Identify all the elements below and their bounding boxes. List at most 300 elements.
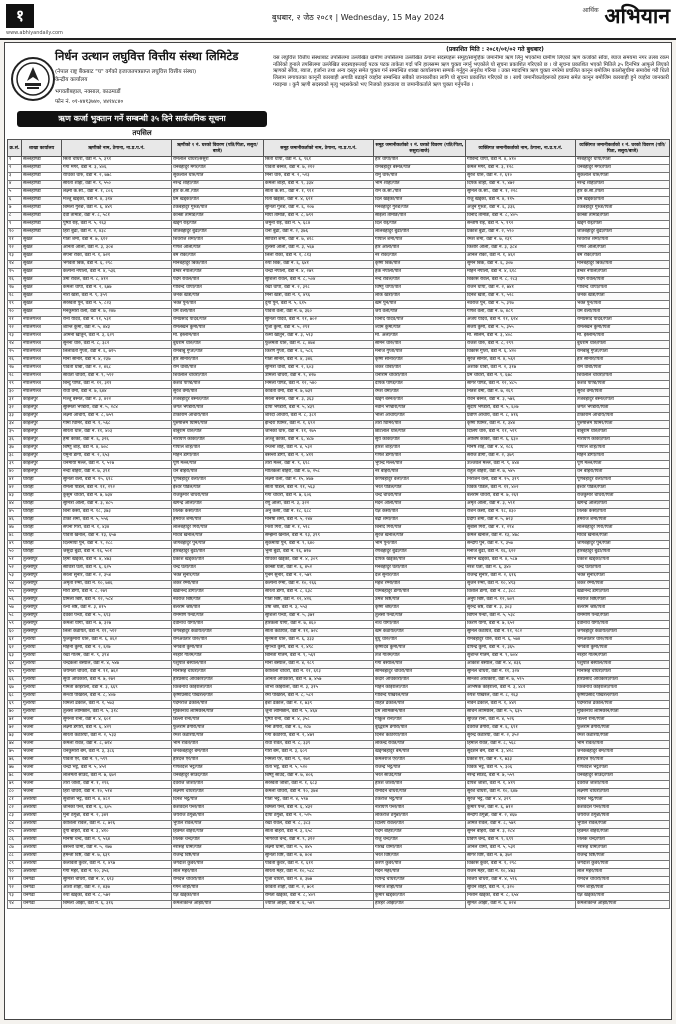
table-cell: माधव खनाल/पति	[172, 533, 264, 541]
table-cell: कमल मगर, वडा नं. ३, १२८	[466, 165, 576, 173]
newspaper-logo-name: अभियान	[604, 3, 670, 28]
table-cell: गोपाल शाह/पति	[172, 445, 264, 453]
table-cell: पार्वती बस्नेत, वडा नं. ७, २१२	[264, 165, 374, 173]
table-cell: शिवराज शर्मा/पति	[172, 237, 264, 245]
table-cell: सीता कठायत, वडा नं. ११, ७२८	[264, 629, 374, 637]
table-cell: सुरेश थारु, वडा नं. २, ६१०	[466, 173, 576, 181]
table-cell: बिन्दु पाण्डे, वडा नं. १२, ३११	[62, 381, 172, 389]
table-cell: कमलराज ऐर/पति	[374, 757, 466, 765]
table-cell: टीकाराम आचार्य/पिता	[576, 413, 670, 421]
table-cell: अमिना खातुन, वडा नं. ३, ६२९	[62, 333, 172, 341]
table-cell: गुलरिया	[22, 693, 62, 701]
table-row	[8, 893, 670, 901]
table-cell: हिक्मत बोहरा/पिता	[576, 829, 670, 837]
table-cell: तेजबहादुर बस्नेत/पति	[172, 397, 264, 405]
table-row	[8, 205, 670, 213]
table-cell: हेमराज शर्मा/पिता	[576, 517, 670, 525]
table-cell: गीता बिष्ट, वडा नं. १२, ४२६	[264, 597, 374, 605]
column-header: समूह जमानीकर्ताको नाम, ठेगाना, ना.प्र.प.नं.	[264, 140, 374, 157]
table-cell: तेज गौतम/पति	[374, 653, 466, 661]
table-cell: सल्लेहाण्डी	[22, 205, 62, 213]
table-cell: २३	[8, 333, 22, 341]
table-cell: भजनी	[22, 773, 62, 781]
table-cell: नर रोका/पति	[374, 253, 466, 261]
table-cell: तुलसीपुर	[22, 557, 62, 565]
table-cell: बाबुराम थारु/पिता	[576, 429, 670, 437]
table-cell: खगेन्द्र ओली/पति	[172, 501, 264, 509]
table-cell: कोहलपुर	[22, 453, 62, 461]
table-cell: नवराज बिष्ट/पिता	[576, 597, 670, 605]
table-cell: तुलसी पन्थी/पति	[374, 613, 466, 621]
table-cell: कमला चौधरी, वडा नं. १०, ३७४	[264, 789, 374, 797]
table-cell: दीपेन्द्र कुर्मी, वडा नं. २, ३६५	[466, 645, 576, 653]
table-row	[8, 629, 670, 637]
table-cell: कल्पना रेग्मी, वडा नं. १०, २६६	[264, 581, 374, 589]
table-cell: पूर्णबहादुर वली/पति	[172, 477, 264, 485]
table-cell: सचिन लामिछाने, वडा नं. ५, ६३५	[466, 709, 576, 717]
table-cell: अत्तरिया	[22, 829, 62, 837]
table-cell: कृष्णप्रसाद पोखरेल/पिता	[576, 693, 670, 701]
table-row	[8, 597, 670, 605]
table-cell: मनिषा चन्द, वडा नं. ९, ५६४	[62, 837, 172, 845]
table-cell: भरत साउद/पति	[374, 773, 466, 781]
table-cell: नेपालगञ्ज	[22, 325, 62, 333]
table-cell: भजनी	[22, 781, 62, 789]
table-cell: प्रविण चन्द, वडा नं. ९, ६९९	[466, 837, 576, 845]
table-cell: विशाल डाँगी, वडा नं. ८, ३८८	[466, 589, 576, 597]
table-row	[8, 669, 670, 677]
table-cell: गीता शर्मा, वडा नं. ७, ६१२	[62, 237, 172, 245]
table-cell: प्रेम खड्का/पिता	[576, 197, 670, 205]
table-cell: कान्छा तामाङ/पति	[172, 213, 264, 221]
table-cell: डम्बर नेपाली/पति	[172, 269, 264, 277]
table-cell: १२	[8, 245, 22, 253]
table-cell: सल्लेहाण्डी	[22, 181, 62, 189]
table-cell: हरिश जोशी/पति	[374, 781, 466, 789]
table-cell: ७८	[8, 773, 22, 781]
table-cell: विश्वनाथ कोइराला/पिता	[576, 685, 670, 693]
table-cell: ७०	[8, 709, 22, 717]
table-cell: राजेन्द्र विष्ट/पिता	[576, 853, 670, 861]
table-cell: हेमन्ती विष्ट, वडा नं. ७, ६३९	[62, 853, 172, 861]
table-cell: भजनी	[22, 741, 62, 749]
table-cell: ७९	[8, 781, 22, 789]
table-cell: भक्त पुन/पिता	[576, 301, 670, 309]
table-cell: निशा गिरी, वडा नं. १, ५१८	[264, 525, 374, 533]
table-cell: प्रदीप शर्मा, वडा नं. ५, ७२३	[466, 517, 576, 525]
table-cell: नरहरि गौतम/पति	[172, 653, 264, 661]
table-cell: देवीनाथ योगी/पति	[172, 621, 264, 629]
table-cell: धना बुढा, वडा नं. २, ३७६	[264, 229, 374, 237]
table-cell: निर्मला पाण्डे, वडा नं. १२, ५४०	[264, 381, 374, 389]
table-cell: मनोज शाही/पति	[374, 885, 466, 893]
table-cell: किशोर ओली, वडा नं. ३, ३८४	[466, 245, 576, 253]
table-cell: सरिता कठरिया, वडा नं. २, ५३३	[62, 733, 172, 741]
table-cell: नारायण कार्की/पिता	[576, 437, 670, 445]
table-cell: १६	[8, 277, 22, 285]
table-cell: गंगा मगर, वडा नं. ३, ४०६	[62, 165, 172, 173]
table-cell: कलावती कुँवर, वडा नं. १, ४९७	[62, 861, 172, 869]
table-cell: कृष्णप्रसाद पोखरेल/पति	[172, 693, 264, 701]
table-cell: सम्झना खनाल, वडा नं. १३, ३९९	[264, 533, 374, 541]
table-cell: रमेश कठरिया/पति	[172, 733, 264, 741]
table-row	[8, 213, 670, 221]
table-cell: रणबहादुर बुढा/पति	[374, 549, 466, 557]
table-cell: कर्णबहादुर वली/पति	[374, 477, 466, 485]
table-cell: गोविन्द पोखरेल/पति	[374, 693, 466, 701]
table-cell: अशोक धोबी, वडा नं. २, ३१७	[466, 365, 576, 373]
table-cell: सुकलाल थारु/पिता	[576, 173, 670, 181]
table-cell: आकाश बस्याल, वडा नं. ४, ४३६	[466, 661, 576, 669]
table-cell: ४६	[8, 517, 22, 525]
table-cell: ८०	[8, 789, 22, 797]
table-cell: लोकेन्द्र रावत/पति	[374, 741, 466, 749]
table-row	[8, 765, 670, 773]
table-cell: निर्मला ऐर, वडा नं. ९, २७१	[264, 757, 374, 765]
organization-logo-icon	[11, 57, 55, 101]
table-cell: दीपक खड्का/पति	[374, 557, 466, 565]
table-cell: टेकराज भट्ट/पति	[374, 797, 466, 805]
table-cell: दिल खड्का/पति	[374, 197, 466, 205]
table-cell: सीता पौडेल, वडा नं. ११, ५६३	[264, 485, 374, 493]
table-row	[8, 157, 670, 165]
table-row	[8, 437, 670, 445]
table-cell: मनोज बुढा, वडा नं. १६, ६२२	[466, 549, 576, 557]
table-cell: ५५	[8, 589, 22, 597]
table-cell: हरिबहादुर बुढा/पिता	[576, 549, 670, 557]
table-cell: पार्वती धोबी, वडा नं. २, ४६८	[62, 365, 172, 373]
table-cell: चन्द्र घर्ती/पति	[172, 565, 264, 573]
table-row	[8, 429, 670, 437]
table-cell: हर्क नेपाली/पति	[374, 269, 466, 277]
table-cell: गुलरिया	[22, 645, 62, 653]
table-cell: सल्लेहाण्डी	[22, 221, 62, 229]
table-cell: बम रोका/पति	[172, 253, 264, 261]
table-cell: २६	[8, 357, 22, 365]
table-cell: ८४	[8, 821, 22, 829]
table-row	[8, 445, 670, 453]
table-row	[8, 685, 670, 693]
table-row	[8, 285, 670, 293]
table-cell: सन्जिव अधिकारी, वडा नं. ७, ५९५	[466, 677, 576, 685]
table-cell: राजन थापा, वडा नं. २, ७४१	[466, 285, 576, 293]
table-cell: धनबहादुर साउद/पिता	[576, 773, 670, 781]
table-row	[8, 253, 670, 261]
table-cell: मनकुमारी वली, वडा नं. ७, २४७	[62, 309, 172, 317]
table-cell: तुलसीपुर	[22, 621, 62, 629]
table-cell: प्रकाश बुढा, वडा नं. २, ५९०	[466, 229, 576, 237]
table-row	[8, 501, 670, 509]
table-cell: लक्ष्मी डगौरा, वडा नं. ६, ४२९	[62, 725, 172, 733]
table-cell: गोविन्द थापा/पिता	[576, 285, 670, 293]
table-cell: सल्लेहाण्डी	[22, 173, 62, 181]
table-cell: सिता चौधरी, वडा नं. ५, ३९१	[62, 157, 172, 165]
table-cell: सुर्खेत	[22, 237, 62, 245]
public-notice	[4, 42, 672, 1020]
table-cell: सपना गिरी, वडा नं. १, ४३४	[62, 525, 172, 533]
table-body	[8, 157, 670, 909]
table-row	[8, 333, 670, 341]
table-cell: ४२	[8, 485, 22, 493]
table-cell: ६३	[8, 653, 22, 661]
table-cell: ७२	[8, 725, 22, 733]
table-cell: ५४	[8, 581, 22, 589]
table-cell: रमिला पौडेल, वडा नं. ११, २९२	[62, 485, 172, 493]
table-cell: सुनिल के.सी., वडा नं. १, २२८	[466, 189, 576, 197]
table-cell: तुलसीपुर	[22, 605, 62, 613]
table-cell: २	[8, 165, 22, 173]
table-cell: गुलरिया	[22, 701, 62, 709]
table-cell: दिल राई/पति	[374, 221, 466, 229]
table-cell: खेम पुन/पति	[374, 301, 466, 309]
table-cell: गोविन्द थापा, वडा नं. ४, ४१०	[466, 157, 576, 165]
table-cell: तिलक केसी/पति	[172, 509, 264, 517]
table-cell: सुमन बोहरा, वडा नं. ३, २८४	[466, 829, 576, 837]
table-cell: ६४	[8, 661, 22, 669]
table-cell: ५१	[8, 557, 22, 565]
table-cell: तेजबहादुर बस्नेत/पिता	[576, 397, 670, 405]
table-cell: लक्ष्मी धामी, वडा नं. ५, ४४५	[264, 845, 374, 853]
table-cell: रविन बस्नेत, वडा नं. ३, ५७६	[466, 397, 576, 405]
table-cell: जगदीश कुँवर/पिता	[576, 861, 670, 869]
defaulter-table	[7, 139, 670, 909]
table-cell: संजय कुर्मी, वडा नं. ५, ३५५	[466, 325, 576, 333]
table-cell: अमृता रेग्मी, वडा नं. १०, ७४६	[62, 581, 172, 589]
table-cell: मञ्जु बस्नेत, वडा नं. ३, ४२२	[62, 397, 172, 405]
table-cell: अत्तरिया	[22, 805, 62, 813]
table-row	[8, 277, 670, 285]
table-cell: धनगढी	[22, 901, 62, 909]
table-cell: नरेन्द्र शाही/पति	[172, 181, 264, 189]
table-cell: ३	[8, 173, 22, 181]
table-cell: खड्गबहादुर बम/पति	[374, 749, 466, 757]
table-cell: नेपालगञ्ज	[22, 341, 62, 349]
table-cell: ८९	[8, 861, 22, 869]
table-cell: गोपाल शाह/पिता	[576, 445, 670, 453]
table-cell: रामलखन कुर्मी/पिता	[576, 325, 670, 333]
table-cell: सुरेन्द्र कठरिया, वडा नं. २, ३५२	[466, 733, 576, 741]
table-row	[8, 589, 670, 597]
table-cell: श्याम कुर्मी/पति	[374, 325, 466, 333]
table-cell: कृष्ण बिक/पति	[374, 261, 466, 269]
table-cell: ९	[8, 221, 22, 229]
table-cell: सरिता शाही, वडा नं. ९, ५५०	[62, 181, 172, 189]
table-cell: अत्तरिया	[22, 869, 62, 877]
table-cell: हिमाल रावत, वडा नं. ८, ५६८	[466, 741, 576, 749]
table-cell: ३३	[8, 413, 22, 421]
table-cell: नवीन भण्डारी/पति	[374, 405, 466, 413]
table-cell: धन बोहरा/पिता	[576, 469, 670, 477]
table-cell: तुलसीपुर	[22, 589, 62, 597]
table-cell: १४	[8, 261, 22, 269]
table-cell: विवेक पौडेल, वडा नं. ११, ४०२	[466, 485, 576, 493]
table-cell: सुविन शाही, वडा नं. २, ३२०	[466, 885, 576, 893]
table-cell: भरत पौडेल/पति	[374, 485, 466, 493]
table-cell: धनगढी	[22, 893, 62, 901]
table-row	[8, 301, 670, 309]
table-cell: ईश्वर पौडेल/पिता	[576, 485, 670, 493]
table-cell: टेकबहादुर गुरुङ/पिता	[576, 205, 670, 213]
table-cell: ७	[8, 205, 22, 213]
table-cell: उर्मिला चौधरी, वडा नं. ९, ४२७	[264, 373, 374, 381]
table-cell: सविता चौधरी, वडा नं. ९, ५९२	[62, 373, 172, 381]
table-cell: सुशीला भट्ट, वडा नं. ४, ४८२	[62, 797, 172, 805]
table-cell: सुबास गिरी, वडा नं. १, २९४	[466, 525, 576, 533]
table-cell: तिलक चन्द/पिता	[576, 837, 670, 845]
table-cell: बुधराम थारु/पिता	[576, 341, 670, 349]
table-cell: मानसिंह चौधरी/पिता	[576, 669, 670, 677]
table-row	[8, 341, 670, 349]
table-cell: कोहलपुर	[22, 397, 62, 405]
organization-phone: फोन नं. ०१-४४१३७४०, ४४१४८४०	[55, 99, 124, 105]
table-cell: शिवराज शर्मा/पिता	[576, 237, 670, 245]
table-cell: सरला बस्नेत, वडा नं. ३, ३६३	[264, 397, 374, 405]
table-cell: नेपालगञ्ज	[22, 365, 62, 373]
table-cell: बलराम चौधरी, वडा नं. ७, २६१	[466, 493, 576, 501]
table-cell: राधा रावत, वडा नं. ८, ३३९	[264, 741, 374, 749]
table-cell: भगवती कुर्मी/पिता	[576, 645, 670, 653]
table-cell: मीना बस्याल, वडा नं. ४, २८९	[264, 661, 374, 669]
table-cell: नेपालगञ्ज	[22, 357, 62, 365]
table-row	[8, 645, 670, 653]
table-cell: हेमा कार्की, वडा नं. ६, ३२६	[62, 437, 172, 445]
table-cell: पुरुषोत्तम घिमिरे/पिता	[576, 421, 670, 429]
table-cell: भुपेन्द्र मल्ल/पति	[374, 461, 466, 469]
table-cell: हिक्मत बोहरा/पति	[172, 829, 264, 837]
table-cell: लालमती साउद, वडा नं. ७, ६७२	[62, 773, 172, 781]
table-cell: नवराज पुन, वडा नं. ५, ३९७	[466, 301, 576, 309]
table-cell: रेखा थापा, वडा नं. २, ३२८	[264, 285, 374, 293]
table-row	[8, 309, 670, 317]
table-cell: रोहित ढकाल/पति	[374, 701, 466, 709]
table-cell: गोपाल शर्मा/पति	[374, 237, 466, 245]
table-cell: मैना डगौरा, वडा नं. ६, २८७	[264, 725, 374, 733]
table-row	[8, 453, 670, 461]
table-cell: ९१	[8, 877, 22, 885]
table-row	[8, 261, 670, 269]
table-cell: चन्द्रकला बस्याल, वडा नं. ४, ५४७	[62, 661, 172, 669]
table-cell: २९	[8, 381, 22, 389]
table-cell: दुर्गा बोहरा, वडा नं. ३, ४१०	[62, 829, 172, 837]
table-row	[8, 653, 670, 661]
table-cell: लक्ष्मण चौधरी/पति	[172, 789, 264, 797]
table-cell: विष्णु थापा/पति	[374, 285, 466, 293]
table-cell: कुसुम चौधरी, वडा नं. ७, ७३४	[62, 493, 172, 501]
table-row	[8, 693, 670, 701]
table-cell: लोकराज ठगुन्ना/पति	[374, 813, 466, 821]
table-cell: मो. सलिम, वडा नं. ३, ४०८	[466, 333, 576, 341]
table-cell: जोगबहादुर पुन/पति	[172, 541, 264, 549]
table-cell: सुकमाया पुन, वडा नं. ९, ६४०	[264, 541, 374, 549]
table-cell: ३६	[8, 437, 22, 445]
table-cell: शिवलाल चौधरी/पिता	[576, 373, 670, 381]
table-cell: सुकलाल थारु/पति	[172, 173, 264, 181]
table-cell: रामअवतार थारु/पिता	[576, 637, 670, 645]
table-cell: पवित्रा खनाल, वडा नं. १३, ६५७	[62, 533, 172, 541]
table-cell: ३७	[8, 445, 22, 453]
table-cell: भजनी	[22, 725, 62, 733]
table-cell: हरि के.सी./पिता	[576, 189, 670, 197]
table-cell: करण कुँवर/पति	[374, 861, 466, 869]
table-cell: शंकर रेग्मी/पिता	[576, 581, 670, 589]
table-cell: जोगबहादुर पुन/पिता	[576, 541, 670, 549]
table-cell: सुमन्त्रा राना, वडा नं. ४, ६०१	[62, 717, 172, 725]
table-row	[8, 405, 670, 413]
table-cell: अमृत ओली, वडा नं. ३, ५९१	[466, 501, 576, 509]
table-cell: अत्तरिया	[22, 813, 62, 821]
table-cell: बिष्णु शाह, वडा नं. ४, ७०८	[62, 445, 172, 453]
table-cell: जनक खत्री/पिता	[576, 293, 670, 301]
table-row	[8, 165, 670, 173]
table-cell: ४१	[8, 477, 22, 485]
table-cell: दिलिप थारु, वडा नं. ११, ५१९	[466, 429, 576, 437]
table-row	[8, 621, 670, 629]
table-cell: गुलरिया	[22, 669, 62, 677]
table-cell: घोराही	[22, 509, 62, 517]
table-cell: ४	[8, 181, 22, 189]
table-cell: मानबहादुर बिक/पिता	[576, 261, 670, 269]
table-cell: अत्तरिया	[22, 845, 62, 853]
table-cell: नेपालगञ्ज	[22, 349, 62, 357]
table-row	[8, 573, 670, 581]
table-cell: सपना रोका, वडा नं. १, ७२१	[62, 253, 172, 261]
table-cell: १३	[8, 253, 22, 261]
table-cell: बिकास रावल, वडा नं. ८, २८३	[466, 277, 576, 285]
table-cell: अत्तरिया	[22, 821, 62, 829]
table-cell: १९	[8, 301, 22, 309]
table-cell: भक्त पुन/पति	[172, 301, 264, 309]
table-row	[8, 605, 670, 613]
table-cell: निशान खड्का, वडा नं. ८, ६५४	[466, 893, 576, 901]
table-cell: ६५	[8, 669, 22, 677]
table-cell: रामु थारु/पति	[374, 173, 466, 181]
table-cell: कोहलपुर	[22, 421, 62, 429]
table-cell: जनकबहादुर बम/पति	[172, 749, 264, 757]
table-cell: दिपक शाही, वडा नं. ९, ४७२	[466, 181, 576, 189]
table-cell: गोमती कोइराला, वडा नं. ३, ६६९	[62, 685, 172, 693]
table-cell: प्रकाश खड्का/पिता	[576, 557, 670, 565]
table-cell: खडानन्द डाँगी/पति	[172, 589, 264, 597]
table-cell: यज्ञ केसी/पति	[374, 509, 466, 517]
table-cell: भजनी	[22, 733, 62, 741]
table-cell: तिलक चन्द/पति	[172, 837, 264, 845]
table-cell: तुलसीपुर	[22, 613, 62, 621]
table-cell: पदमराज ढकाल/पति	[172, 701, 264, 709]
table-cell: खगेन्द्र ओली/पिता	[576, 501, 670, 509]
table-cell: मनबहादुर गुरुङ/पति	[374, 205, 466, 213]
table-cell: कोहलपुर	[22, 429, 62, 437]
table-cell: सुमित्रा धोबी, वडा नं. २, ६०३	[264, 365, 374, 373]
table-cell: सल्लेहाण्डी	[22, 157, 62, 165]
table-cell: मिना थारु, वडा नं. २, ५२३	[264, 173, 374, 181]
table-row	[8, 877, 670, 885]
organization-license-note	[55, 67, 267, 83]
table-cell: सुमित्रा ओली, वडा नं. ३, ४८५	[62, 501, 172, 509]
table-cell: आशिष कार्की, वडा नं. ६, ६३०	[466, 437, 576, 445]
table-cell: लक्ष्मी वली, वडा नं. १५, ४७७	[264, 477, 374, 485]
table-cell: भजनी	[22, 717, 62, 725]
table-cell: नारायण पन्त/पति	[374, 805, 466, 813]
table-cell: गंगा बस्याल/पति	[374, 661, 466, 669]
table-cell: आशा शाही, वडा नं. २, ४३७	[62, 885, 172, 893]
table-cell: इशा ढकाल, वडा नं. १, ७३९	[264, 701, 374, 709]
table-cell: २५	[8, 349, 22, 357]
table-cell: ईश्वर पौडेल/पति	[172, 485, 264, 493]
table-cell: सुनिता गुरुङ, वडा नं. ६, २०७	[264, 205, 374, 213]
table-cell: सुदर्शन बम, वडा नं. ३, ४२८	[466, 749, 576, 757]
table-cell: चन्द्रा भट्ट, वडा नं. ५, ४५१	[62, 765, 172, 773]
table-cell: डिल्ली राना/पति	[172, 717, 264, 725]
